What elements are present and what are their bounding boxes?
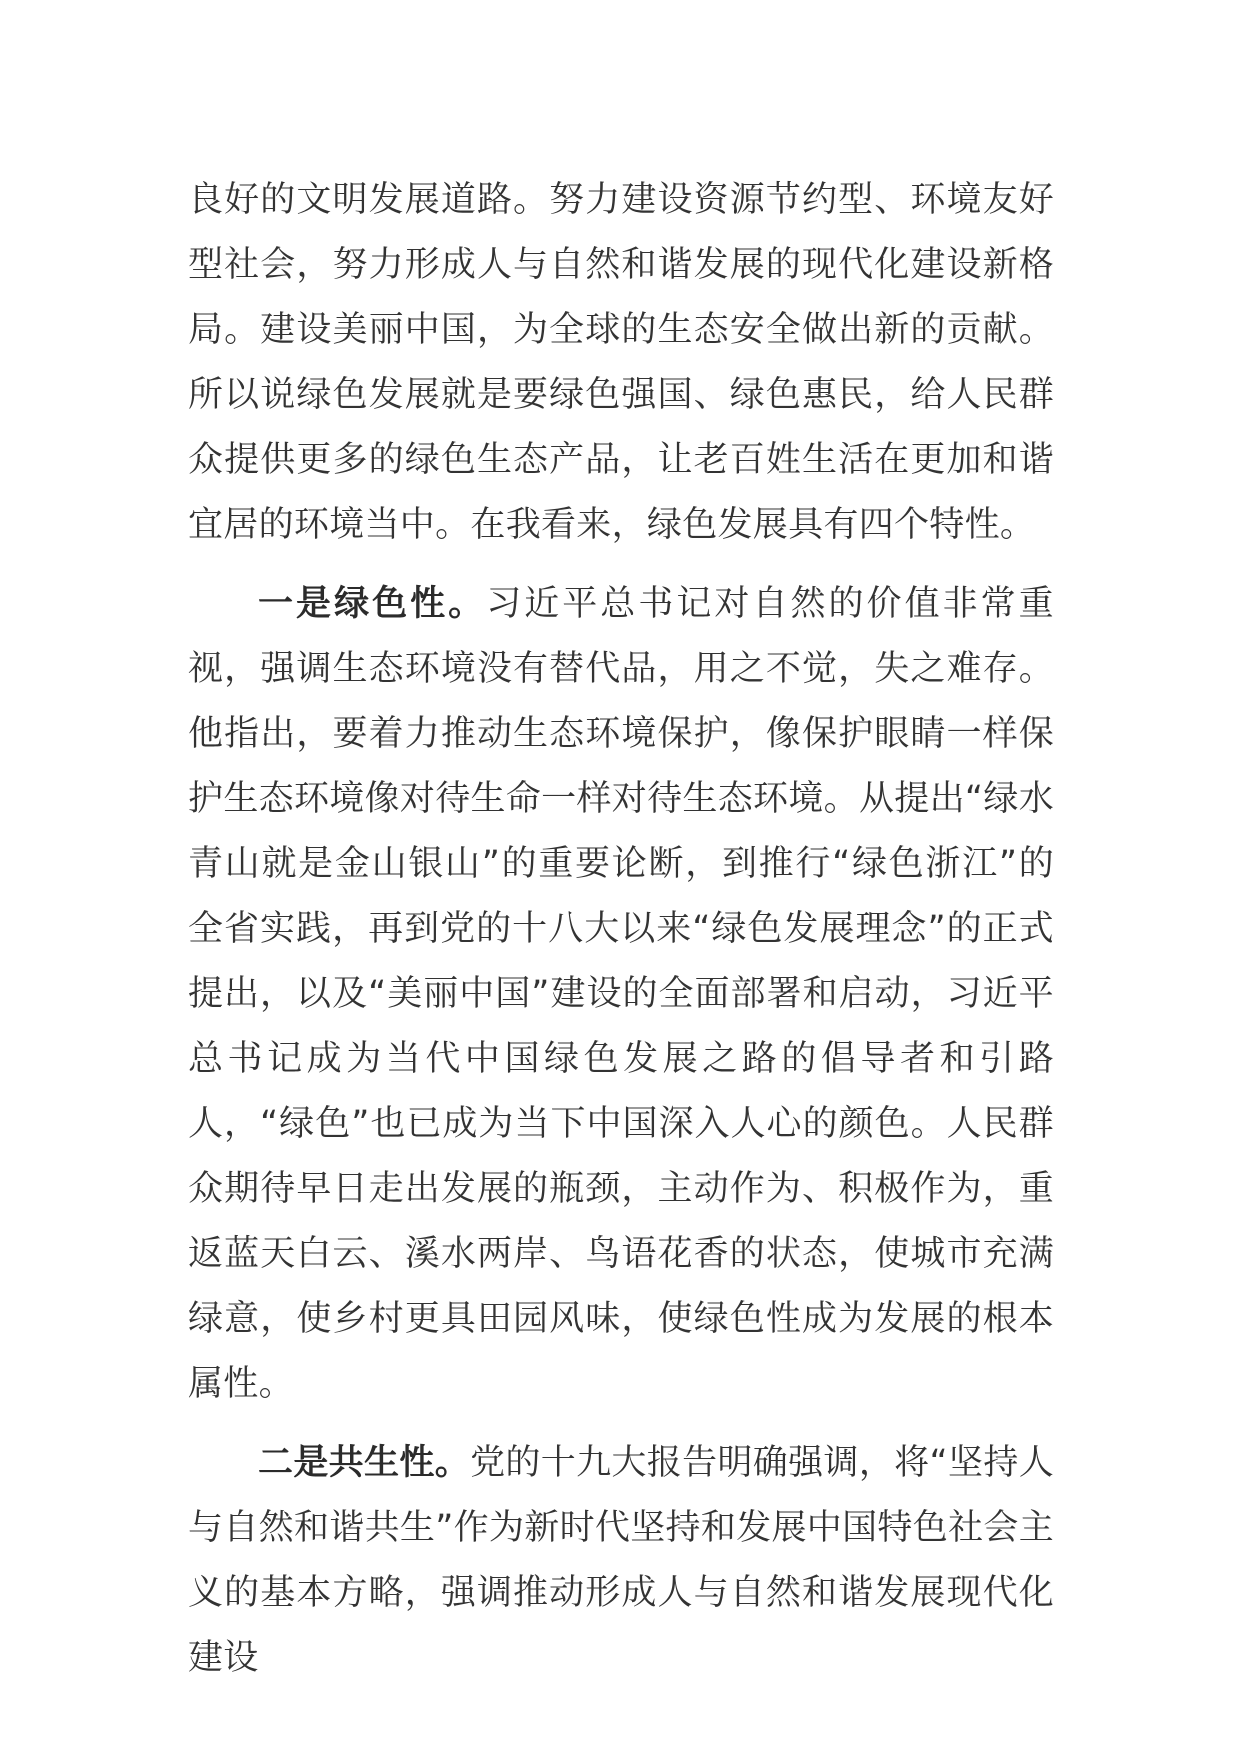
paragraph-text: 习近平总书记对自然的价值非常重视，强调生态环境没有替代品，用之不觉，失之难存。他指出，要着力推动生态环境保护，像保护眼睛一样保护生态环境像对待生命一样对待生态环境。从提出“绿水青山就是金山银山”的重要论断，到推行“绿色浙江”的全省实践，再到党的十八大以来“绿色发展理念”的正式提出，以及“美丽中国”建设的全面部署和启动，习近平总书记成为当代中国绿色发展之路的倡导者和引路人，“绿色”也已成为当下中国深入人心的颜色。人民群众期待早日走出发展的瓶颈，主动作为、积极作为，重返蓝天白云、溪水两岸、鸟语花香的状态，使城市充满绿意，使乡村更具田园风味，使绿色性成为发展的根本属性。: [188, 584, 1054, 1404]
paragraph-green-nature: [188, 572, 1054, 1417]
document-body: [188, 168, 1054, 1691]
paragraph-text: 党的十九大报告明确强调，将“坚持人与自然和谐共生”作为新时代坚持和发展中国特色社会主义的基本方略，强调推动形成人与自然和谐发展现代化建设: [188, 1443, 1054, 1678]
paragraph-text: 良好的文明发展道路。努力建设资源节约型、环境友好型社会，努力形成人与自然和谐发展的现代化建设新格局。建设美丽中国，为全球的生态安全做出新的贡献。所以说绿色发展就是要绿色强国、绿色惠民，给人民群众提供更多的绿色生态产品，让老百姓生活在更加和谐宜居的环境当中。在我看来，绿色发展具有四个特性。: [188, 180, 1054, 545]
paragraph-symbiosis: [188, 1431, 1054, 1691]
paragraph-lead-heading: 一是绿色性。: [258, 584, 487, 624]
paragraph-lead-heading: 二是共生性。: [258, 1443, 471, 1483]
paragraph-continuation: [188, 168, 1054, 558]
